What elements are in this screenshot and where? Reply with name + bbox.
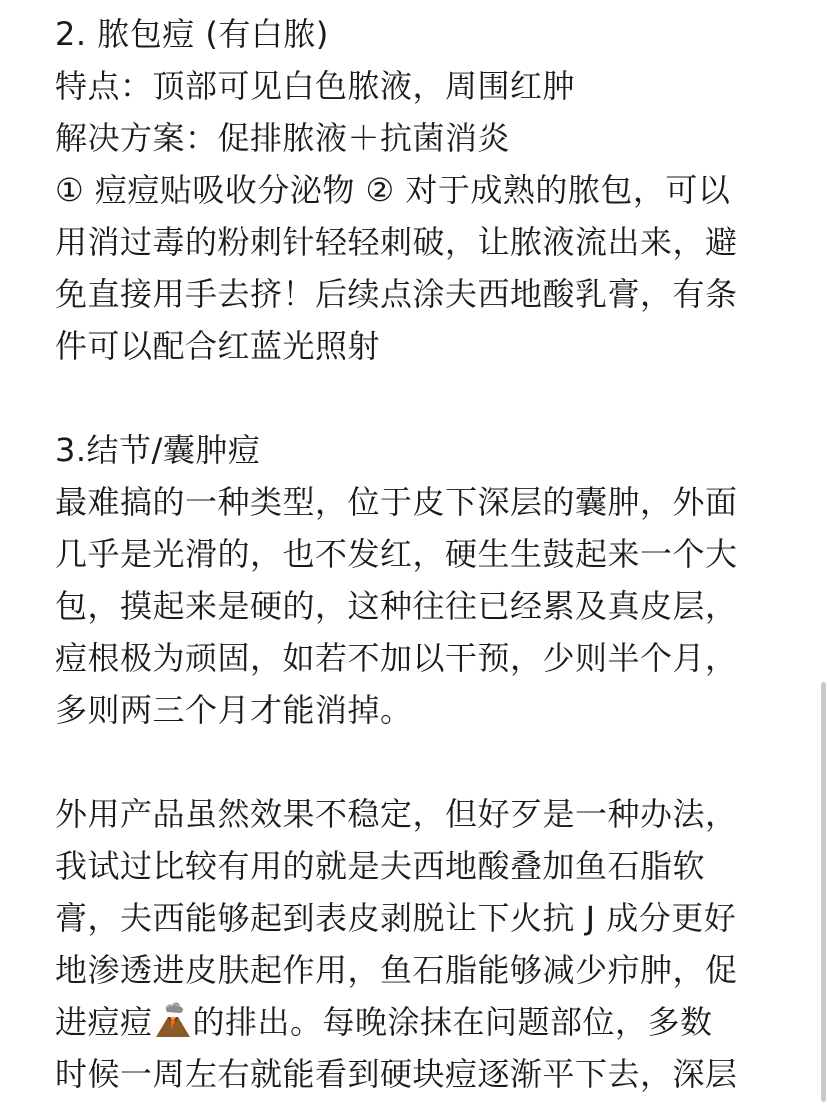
- paragraph-line: 多则两三个月才能消掉。: [55, 691, 413, 729]
- paragraph-line: 免直接用手去挤！后续点涂夫西地酸乳膏，有条: [55, 275, 738, 313]
- paragraph-line: ① 痘痘贴吸收分泌物 ② 对于成熟的脓包，可以: [55, 171, 731, 209]
- paragraph-line: 几乎是光滑的，也不发红，硬生生鼓起来一个大: [55, 535, 738, 573]
- paragraph-line: 我试过比较有用的就是夫西地酸叠加鱼石脂软: [55, 847, 706, 885]
- paragraph-line: 解决方案：促排脓液＋抗菌消炎: [55, 119, 511, 157]
- volcano-icon: [153, 999, 193, 1039]
- text-fragment: 进痘痘: [55, 1003, 153, 1041]
- text-fragment: 的排出。每晚涂抹在问题部位，多数: [192, 1003, 713, 1041]
- paragraph-line: 件可以配合红蓝光照射: [55, 327, 381, 365]
- paragraph-line: 地渗透进皮肤起作用，鱼石脂能够减少疖肿，促: [55, 951, 738, 989]
- paragraph-line: 外用产品虽然效果不稳定，但好歹是一种办法，: [55, 795, 738, 833]
- scrollbar-thumb[interactable]: [821, 682, 826, 1102]
- paragraph-line: 膏，夫西能够起到表皮剥脱让下火抗 J 成分更好: [55, 899, 737, 937]
- section-nodule-cyst: [55, 424, 767, 736]
- paragraph-gap: [55, 736, 767, 788]
- paragraph-line: 最难搞的一种类型，位于皮下深层的囊肿，外面: [55, 483, 738, 521]
- paragraph-line: 痘根极为顽固，如若不加以干预，少则半个月，: [55, 639, 738, 677]
- section-topical-products: [55, 788, 767, 1100]
- paragraph-line: 时候一周左右就能看到硬块痘逐渐平下去，深层: [55, 1055, 738, 1093]
- article-body: [55, 8, 767, 1100]
- paragraph-line: 特点：顶部可见白色脓液，周围红肿: [55, 67, 576, 105]
- section-heading: 2. 脓包痘 (有白脓): [55, 15, 329, 53]
- paragraph-line: 包，摸起来是硬的，这种往往已经累及真皮层，: [55, 587, 738, 625]
- paragraph-line: 用消过毒的粉刺针轻轻刺破，让脓液流出来，避: [55, 223, 738, 261]
- section-pustule: [55, 8, 767, 372]
- paragraph-gap: [55, 372, 767, 424]
- paragraph-line-with-emoji: [55, 996, 767, 1048]
- section-heading: 3.结节/囊肿痘: [55, 431, 261, 469]
